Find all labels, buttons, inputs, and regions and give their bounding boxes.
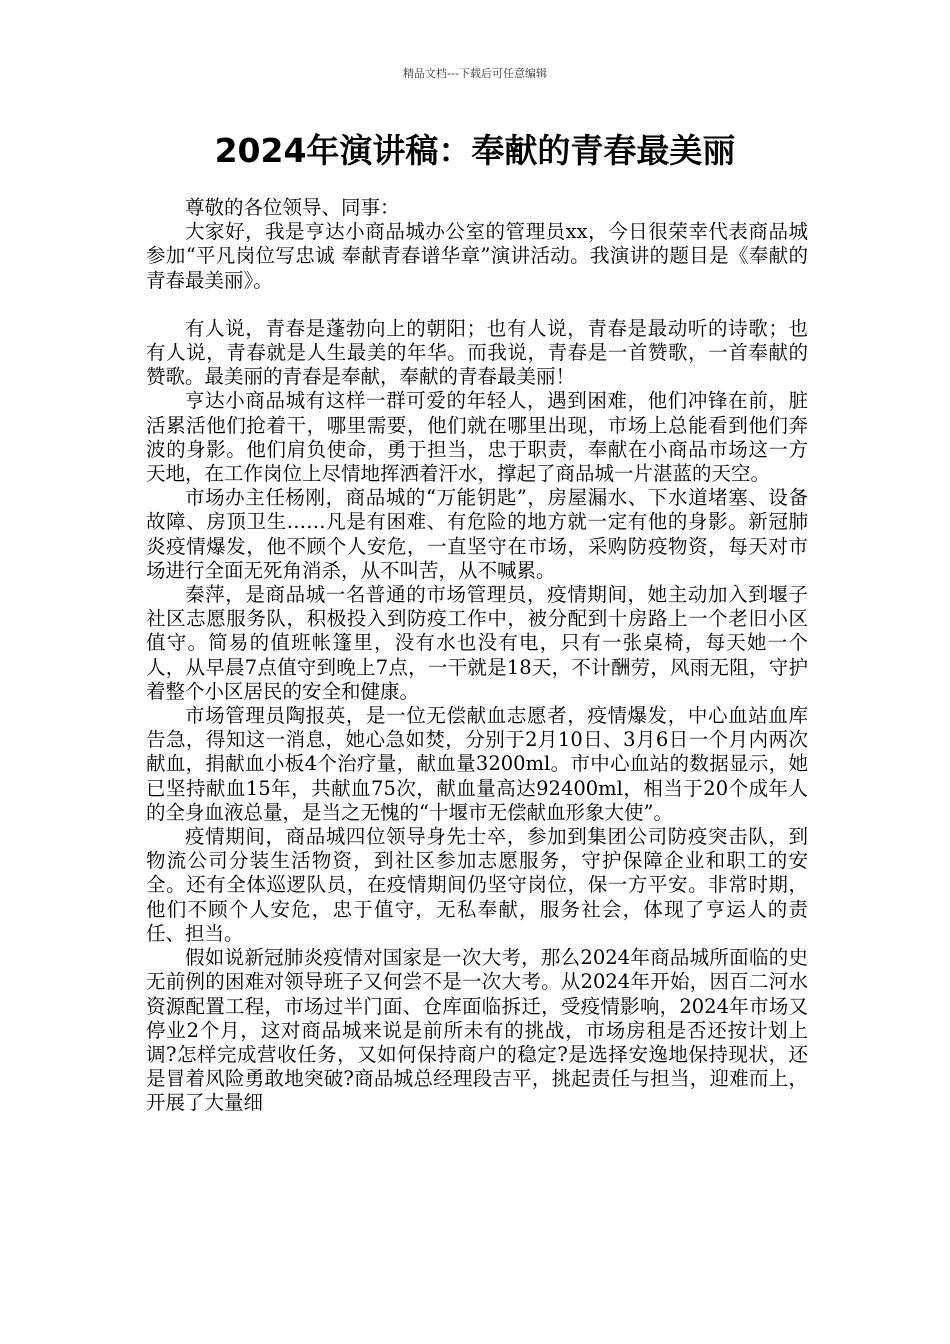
intro-paragraph: 大家好，我是亨达小商品城办公室的管理员xx，今日很荣幸代表商品城参加“平凡岗位写忠诚 奉献青春谱华章”演讲活动。我演讲的题目是《奉献的青春最美丽》。 xyxy=(146,220,808,292)
young-people-paragraph: 亨达小商品城有这样一群可爱的年轻人，遇到困难，他们冲锋在前，脏活累活他们抢着干，哪里需要，他们就在哪里出现，市场上总能看到他们奔波的身影。他们肩负使命，勇于担当，忠于职责，奉献在小商品市场这一方天地，在工作岗位上尽情地挥洒着汗水，撑起了商品城一片湛蓝的天空。 xyxy=(146,389,808,486)
body-text xyxy=(146,196,808,1116)
youth-paragraph: 有人说，青春是蓬勃向上的朝阳；也有人说，青春是最动听的诗歌；也有人说，青春就是人生最美的年华。而我说，青春是一首赞歌，一首奉献的赞歌。最美丽的青春是奉献，奉献的青春最美丽！ xyxy=(146,316,808,389)
header-note: 精品文档---下载后可任意编辑 xyxy=(403,67,547,80)
salutation-paragraph: 尊敬的各位领导、同事： xyxy=(185,196,400,219)
yang-gang-paragraph: 市场办主任杨刚，商品城的“万能钥匙”，房屋漏水、下水道堵塞、设备故障、房顶卫生……凡是有困难、有危险的地方就一定有他的身影。新冠肺炎疫情爆发，他不顾个人安危，一直坚守在市场，采购防疫物资，每天对市场进行全面无死角消杀，从不叫苦，从不喊累。 xyxy=(146,486,808,582)
paragraph-gap xyxy=(146,293,808,317)
tao-baoying-paragraph: 市场管理员陶报英，是一位无偿献血志愿者，疫情爆发，中心血站血库告急，得知这一消息，她心急如焚，分别于2月10日、3月6日一个月内两次献血，捐献血小板4个治疗量，献血量3200ml。市中心血站的数据显示，她已坚持献血15年，共献血75次，献血量高达92400ml，相当于20个成年人的全身血液总量，是当之无愧的“十堰市无偿献血形象大使”。 xyxy=(146,704,808,824)
challenge-paragraph: 假如说新冠肺炎疫情对国家是一次大考，那么2024年商品城所面临的史无前例的困难对领导班子又何尝不是一次大考。从2024年开始，因百二河水资源配置工程，市场过半门面、仓库面临拆迁，受疫情影响，2024年市场又停业2个月，这对商品城来说是前所未有的挑战，市场房租是否还按计划上调?怎样完成营收任务，又如何保持商户的稳定?是选择安逸地保持现状，还是冒着风险勇敢地突破?商品城总经理段吉平，挑起责任与担当，迎难而上，开展了大量细 xyxy=(146,946,808,1115)
document-title: 2024年演讲稿：奉献的青春最美丽 xyxy=(214,131,736,170)
qin-ping-paragraph: 秦萍，是商品城一名普通的市场管理员，疫情期间，她主动加入到堰子社区志愿服务队，积极投入到防疫工作中，被分配到十房路上一个老旧小区值守。简易的值班帐篷里，没有水也没有电，只有一张桌椅，每天她一个人，从早晨7点值守到晚上7点，一干就是18天，不计酬劳，风雨无阻，守护着整个小区居民的安全和健康。 xyxy=(146,583,808,703)
leaders-paragraph: 疫情期间，商品城四位领导身先士卒，参加到集团公司防疫突击队，到物流公司分装生活物资，到社区参加志愿服务，守护保障企业和职工的安全。还有全体巡逻队员，在疫情期间仍坚守岗位，保一方平安。非常时期，他们不顾个人安危，忠于值守，无私奉献，服务社会，体现了亨运人的责任、担当。 xyxy=(146,825,808,945)
